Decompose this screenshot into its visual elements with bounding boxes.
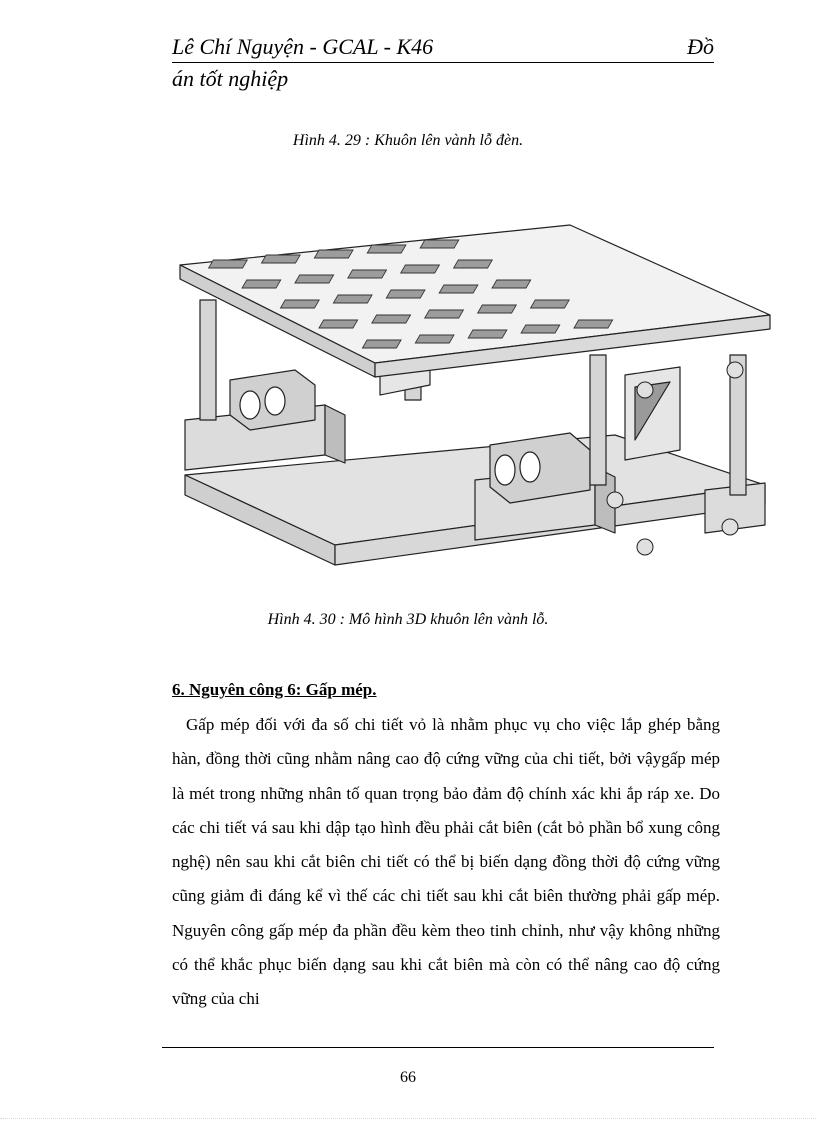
die-3d-model-figure [175,205,775,585]
page-edge-divider [0,1118,816,1119]
die-3d-model-drawing [175,205,775,585]
header-doc-type-continued: án tốt nghiệp [172,66,289,91]
footer-rule [162,1047,714,1048]
figure-caption-4-29: Hình 4. 29 : Khuôn lên vành lỗ đèn. [292,132,524,149]
header-underline [172,62,714,63]
figure-caption-4-30: Hình 4. 30 : Mô hình 3D khuôn lên vành lỗ. [267,611,549,628]
section-heading: 6. Nguyên công 6: Gấp mép. [172,680,377,699]
body-text [172,708,720,1017]
header-doc-type: Đồ [687,34,714,59]
body-paragraph: Gấp mép đối với đa số chi tiết vỏ là nhằm phục vụ cho việc lắp ghép bằng hàn, đồng thời cũng nhằm nâng cao độ cứng vững của chi tiết, bởi vậygấp mép là mét trong những nhân tố quan trọng bảo đảm độ chính xác khi ắp ráp xe. Do các chi tiết vá sau khi dập tạo hình đều phải cắt biên (cắt bỏ phần bổ xung công nghệ) nên sau khi cắt biên chi tiết có thể bị biến dạng đồng thời độ cứng vững cũng giảm đi đáng kể vì thế các chi tiết sau khi cắt biên thường phải gấp mép. Nguyên công gấp mép đa phần đều kèm theo tinh chỉnh, như vậy không những có thể khắc phục biến dạng sau khi cắt biên mà còn có thể nâng cao độ cứng vững của chi [172,715,720,1009]
header-author-course: Lê Chí Nguyện - GCAL - K46 [172,34,434,59]
page-header [172,32,714,98]
page-number: 66 [400,1069,416,1086]
